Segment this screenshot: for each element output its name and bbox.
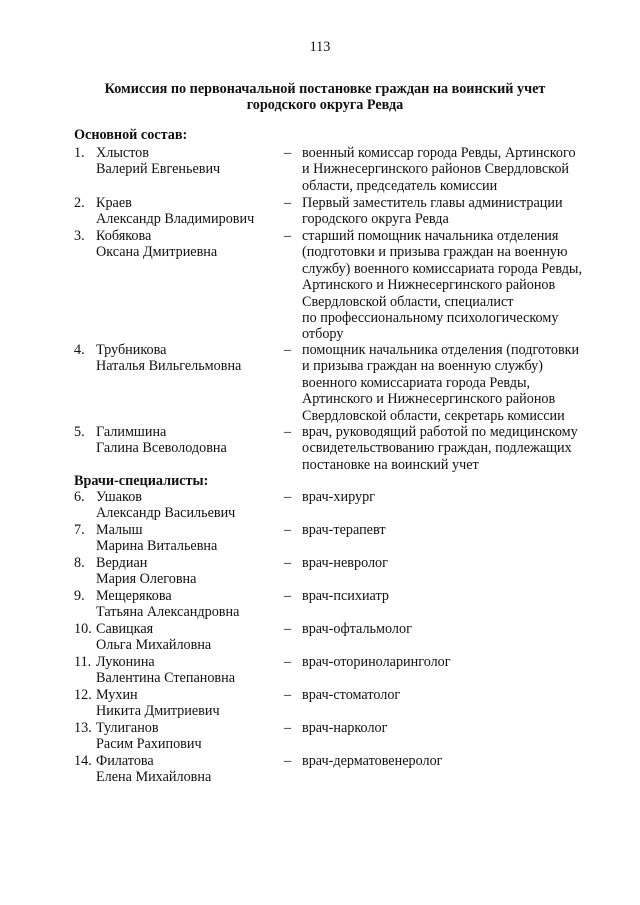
entry-number: 2. [74, 195, 85, 211]
role-line: помощник начальника отделения (подготовки [302, 342, 580, 358]
dash: – [284, 654, 292, 670]
role-line: Первый заместитель главы администрации [302, 195, 563, 211]
member-role [302, 424, 622, 473]
role-line: и Нижнесергинского районов Свердловской [302, 161, 570, 178]
doctor-role: врач-стоматолог [302, 687, 401, 703]
surname: Луконина [96, 654, 155, 670]
given-names: Александр Владимирович [96, 211, 255, 228]
given-names: Елена Михайловна [96, 769, 212, 786]
dash: – [284, 753, 292, 769]
member-role [302, 145, 622, 194]
role-line: Свердловской области, специалист [302, 293, 514, 310]
surname: Тулиганов [96, 720, 159, 736]
role-line: области, председатель комиссии [302, 177, 498, 194]
role-line: военного комиссариата города Ревды, [302, 374, 531, 391]
surname: Филатова [96, 753, 154, 769]
member-name [96, 424, 286, 457]
surname: Кобякова [96, 228, 152, 244]
role-line: Артинского и Нижнесергинского районов [302, 391, 556, 408]
dash: – [284, 489, 292, 505]
role-line: освидетельствованию граждан, подлежащих [302, 440, 572, 457]
document-title [60, 81, 590, 114]
role-line: (подготовки и призыва граждан на военную [302, 244, 568, 261]
given-names: Татьяна Александровна [96, 604, 240, 621]
role-line: постановке на воинский учет [302, 456, 479, 473]
surname: Хлыстов [96, 145, 149, 161]
surname: Трубникова [96, 342, 167, 358]
title-line: Комиссия по первоначальной постановке граждан на воинский учет [104, 81, 546, 97]
given-names: Никита Дмитриевич [96, 703, 220, 720]
dash: – [284, 424, 292, 440]
given-names: Галина Всеволодовна [96, 440, 227, 457]
surname: Савицкая [96, 621, 154, 637]
dash: – [284, 621, 292, 637]
doctor-role: врач-оториноларинголог [302, 654, 451, 670]
entry-number: 6. [74, 489, 85, 505]
member-role [302, 195, 622, 228]
given-names: Валерий Евгеньевич [96, 161, 221, 178]
given-names: Александр Васильевич [96, 505, 236, 522]
given-names: Мария Олеговна [96, 571, 197, 588]
member-name [96, 228, 286, 261]
dash: – [284, 342, 292, 358]
doctor-name [96, 687, 286, 720]
surname: Мещерякова [96, 588, 172, 604]
doctor-name [96, 588, 286, 621]
entry-number: 12. [74, 687, 92, 703]
entry-number: 5. [74, 424, 85, 440]
entry-number: 9. [74, 588, 85, 604]
role-line: старший помощник начальника отделения [302, 228, 559, 244]
given-names: Марина Витальевна [96, 538, 218, 555]
role-line: Свердловской области, секретарь комиссии [302, 407, 565, 424]
given-names: Расим Рахипович [96, 736, 202, 753]
member-name [96, 195, 286, 228]
surname: Ушаков [96, 489, 142, 505]
entry-number: 10. [74, 621, 92, 637]
role-line: Артинского и Нижнесергинского районов [302, 277, 556, 294]
dash: – [284, 720, 292, 736]
entry-number: 14. [74, 753, 92, 769]
doctor-role: врач-хирург [302, 489, 375, 505]
doctor-name [96, 489, 286, 522]
entry-number: 7. [74, 522, 85, 538]
title-line: городского округа Ревда [246, 97, 404, 114]
given-names: Наталья Вильгельмовна [96, 358, 242, 375]
doctor-role: врач-нарколог [302, 720, 388, 736]
role-line: военный комиссар города Ревды, Артинского [302, 145, 576, 161]
role-line: по профессиональному психологическому [302, 310, 559, 327]
doctor-name [96, 654, 286, 687]
doctor-name [96, 720, 286, 753]
role-line: городского округа Ревда [302, 211, 449, 228]
entry-number: 11. [74, 654, 92, 670]
page-number: 113 [309, 39, 331, 55]
role-line: службу) военного комиссариата города Ревды, [302, 260, 582, 277]
doctor-name [96, 753, 286, 786]
surname: Галимшина [96, 424, 167, 440]
member-name [96, 145, 286, 178]
role-line: отбору [302, 326, 344, 343]
surname: Малыш [96, 522, 143, 538]
section-heading-main: Основной состав: [74, 127, 188, 143]
member-role [302, 342, 622, 424]
dash: – [284, 145, 292, 161]
dash: – [284, 687, 292, 703]
dash: – [284, 228, 292, 244]
doctor-role: врач-дерматовенеролог [302, 753, 443, 769]
dash: – [284, 555, 292, 571]
surname: Вердиан [96, 555, 148, 571]
dash: – [284, 588, 292, 604]
entry-number: 4. [74, 342, 85, 358]
entry-number: 1. [74, 145, 85, 161]
member-name [96, 342, 286, 375]
surname: Краев [96, 195, 132, 211]
given-names: Оксана Дмитриевна [96, 244, 218, 261]
doctor-name [96, 555, 286, 588]
doctor-role: врач-офтальмолог [302, 621, 412, 637]
doctor-name [96, 522, 286, 555]
doctor-role: врач-невролог [302, 555, 388, 571]
entry-number: 8. [74, 555, 85, 571]
role-line: и призыва граждан на военную службу) [302, 358, 543, 375]
given-names: Ольга Михайловна [96, 637, 212, 654]
surname: Мухин [96, 687, 138, 703]
entry-number: 3. [74, 228, 85, 244]
entry-number: 13. [74, 720, 92, 736]
doctor-role: врач-терапевт [302, 522, 386, 538]
given-names: Валентина Степановна [96, 670, 236, 687]
dash: – [284, 522, 292, 538]
doctor-role: врач-психиатр [302, 588, 389, 604]
dash: – [284, 195, 292, 211]
section-heading-doctors: Врачи-специалисты: [74, 473, 209, 489]
member-role [302, 228, 622, 343]
doctor-name [96, 621, 286, 654]
role-line: врач, руководящий работой по медицинскому [302, 424, 578, 440]
